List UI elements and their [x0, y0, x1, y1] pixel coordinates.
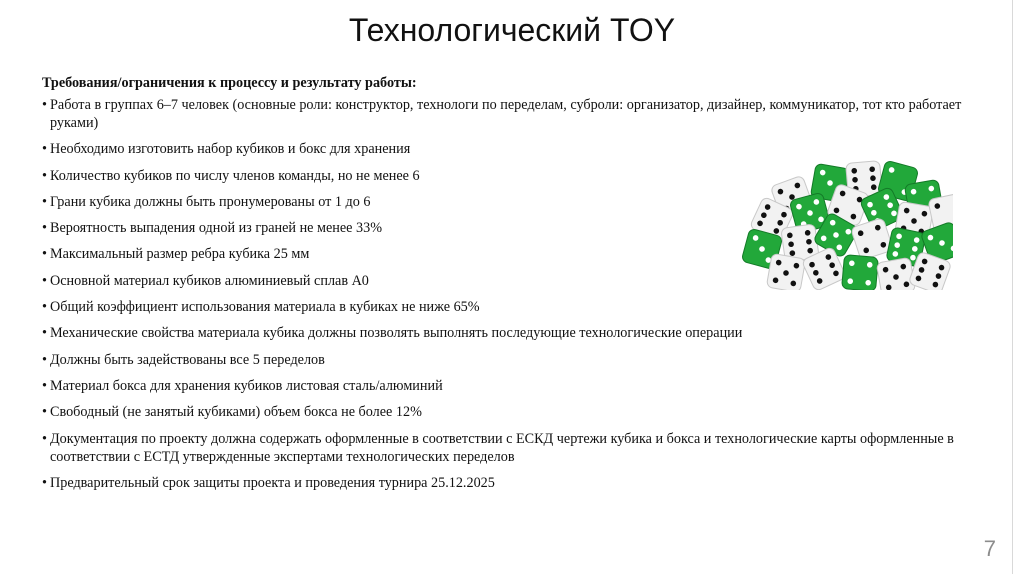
- list-item: [42, 298, 992, 317]
- list-item-text: • Материал бокса для хранения кубиков листовая сталь/алюминий: [50, 377, 443, 394]
- list-item: [42, 351, 992, 370]
- list-item-text: • Общий коэффициент использования материала в кубиках не ниже 65%: [50, 299, 480, 316]
- list-item-text: • Механические свойства материала кубика должны позволять выполнять последующие технологические операции: [50, 325, 743, 342]
- dice-image: [735, 152, 953, 290]
- list-item-text: • Грани кубика должны быть пронумерованы от 1 до 6: [50, 193, 371, 210]
- white-die: [876, 257, 915, 290]
- list-item-text: • Основной материал кубиков алюминиевый сплав А0: [50, 272, 369, 289]
- requirements-heading: Требования/ограничения к процессу и результату работы:: [42, 75, 417, 91]
- list-item-text: • Документация по проекту должна содержать оформленные в соответствии с ЕСКД чертежи кубика и бокса и технологические карты оформленные в соответствии с ЕСТД утвержденные экспертами технологических переделов: [50, 430, 954, 466]
- dice-pile: [741, 160, 953, 290]
- list-item: [42, 324, 992, 343]
- list-item-text: • Количество кубиков по числу членов команды, но не менее 6: [50, 167, 420, 184]
- list-item-text: • Максимальный размер ребра кубика 25 мм: [50, 246, 310, 263]
- list-item-text: • Необходимо изготовить набор кубиков и бокс для хранения: [50, 141, 411, 158]
- page-number: 7: [983, 536, 996, 561]
- list-item-text: • Предварительный срок защиты проекта и проведения турнира 25.12.2025: [50, 475, 495, 492]
- list-item-text: • Работа в группах 6–7 человек (основные роли: конструктор, технологи по переделам, суброли: организатор, дизайнер, коммуникатор, тот кто работает руками): [50, 96, 962, 131]
- slide-title: Технологический TOY: [348, 12, 676, 48]
- white-die: [766, 253, 805, 290]
- green-die: [842, 255, 879, 290]
- list-item: [42, 430, 992, 467]
- list-item: [42, 403, 992, 422]
- list-item: [42, 377, 992, 396]
- list-item-text: • Свободный (не занятый кубиками) объем бокса не более 12%: [50, 404, 422, 421]
- list-item: [42, 96, 992, 133]
- list-item: [42, 474, 992, 493]
- list-item-text: • Должны быть задействованы все 5 переделов: [50, 351, 325, 368]
- list-item-text: • Вероятность выпадения одной из граней не менее 33%: [50, 220, 383, 237]
- slide-edge-divider: [1012, 0, 1013, 574]
